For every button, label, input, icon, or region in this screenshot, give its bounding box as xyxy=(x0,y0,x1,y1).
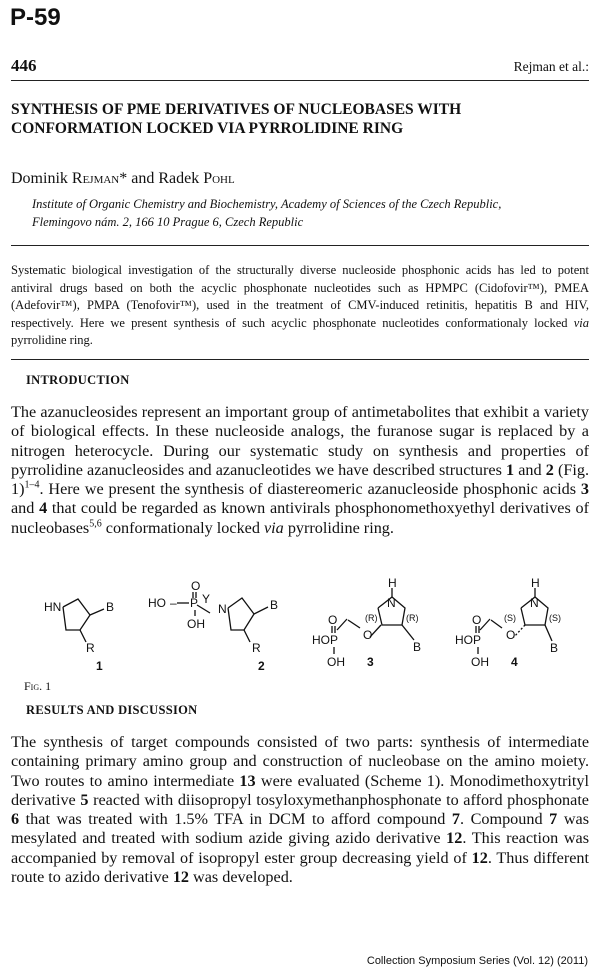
c3-n: N xyxy=(387,596,396,610)
c4-oh: OH xyxy=(471,655,489,669)
author-1-last: Rejman xyxy=(71,170,120,187)
c4-p: P xyxy=(473,633,482,647)
c3-o: O xyxy=(363,628,373,642)
c1-r: R xyxy=(86,641,95,655)
ring-2 xyxy=(228,598,254,630)
c3-ho: HO xyxy=(312,633,330,647)
c4-ho: HO xyxy=(455,633,473,647)
c3-oh: OH xyxy=(327,655,345,669)
page-number: 446 xyxy=(11,56,37,75)
affiliation-line-2: Flemingovo nám. 2, 166 10 Prague 6, Czech Republic xyxy=(32,215,304,229)
affiliation xyxy=(32,195,592,231)
author-1-first: Dominik xyxy=(11,170,72,187)
c4-o-top: O xyxy=(472,613,482,627)
running-head: Rejman et al.: xyxy=(513,59,589,74)
journal-footer: Collection Symposium Series (Vol. 12) (2011) xyxy=(366,955,588,967)
c1-number: 1 xyxy=(96,659,103,673)
introduction-heading: INTRODUCTION xyxy=(26,373,130,387)
title-line-1: SYNTHESIS OF PME DERIVATIVES OF NUCLEOBASES WITH xyxy=(11,101,462,118)
poster-id: P-59 xyxy=(10,4,61,31)
c2-ho: HO xyxy=(148,596,166,610)
abstract-top-rule xyxy=(11,245,589,246)
c4-n: N xyxy=(530,596,539,610)
title-line-2: CONFORMATION LOCKED VIA PYRROLIDINE RING xyxy=(11,120,404,137)
c2-r: R xyxy=(252,641,261,655)
c3-b: B xyxy=(413,640,422,654)
author-2-last: Pohl xyxy=(203,170,235,187)
c4-number: 4 xyxy=(511,655,518,669)
c3-h: H xyxy=(388,578,397,590)
c2-dash: – xyxy=(170,596,177,610)
c4-h: H xyxy=(531,578,540,590)
c4-conf-1: (S) xyxy=(504,613,516,623)
author-2-first: and Radek xyxy=(127,170,204,187)
c3-number: 3 xyxy=(367,655,374,669)
c4-conf-2: (S) xyxy=(549,613,561,623)
results-heading: RESULTS AND DISCUSSION xyxy=(26,703,198,717)
abstract-bottom-rule xyxy=(11,359,589,360)
c2-b: B xyxy=(270,598,279,612)
header-rule xyxy=(11,80,589,81)
c3-p: P xyxy=(330,633,339,647)
ring-1 xyxy=(63,599,90,630)
affiliation-line-1: Institute of Organic Chemistry and Biochemistry, Academy of Sciences of the Czech Republic, xyxy=(32,197,502,211)
author-list xyxy=(11,170,235,188)
c2-o: O xyxy=(191,579,201,593)
introduction-paragraph: The azanucleosides represent an important group of antimetabolites that exhibit a variety of biological effects. In these nucleoside analogs, the furanose sugar is replaced by a nitrogen heterocycle. During our systematic study on synthesis and properties of pyrrolidine azanucleosides and azanucleotides we have described structures 1 and 2 (Fig. 1)$^{1-4}$. Here we present the synthesis of diastereomeric azanucleoside phosphonic acids 3 and 4 that could be regarded as known antivirals phosphonomethoxyethyl derivatives of nucleobases$^{5,6}$ conformationaly locked via pyrrolidine ring. xyxy=(11,403,589,537)
article-title xyxy=(11,100,591,138)
results-paragraph: The synthesis of target compounds consisted of two parts: synthesis of intermediate containing primary amino group and construction of nucleobase on the amino moiety. Two routes to amino intermediate 13 were evaluated (Scheme 1). Monodimethoxytrityl derivative 5 reacted with diisopropyl tosyloxymethanphosphonate to afford phosphonate 6 that was treated with 1.5% TFA in DCM to afford compound 7. Compound 7 was mesylated and treated with sodium azide giving azido derivative 12. This reaction was accompanied by removal of isopropyl ester group decreasing yield of 12. Thus different route to azido derivative 12 was developed. xyxy=(11,733,590,887)
c3-conf-1: (R) xyxy=(365,613,378,623)
figure-1-structures xyxy=(30,578,575,678)
c3-conf-2: (R) xyxy=(406,613,419,623)
c2-p: P xyxy=(190,596,199,610)
c2-y: Y xyxy=(202,592,211,606)
c1-b: B xyxy=(106,600,115,614)
c2-n: N xyxy=(218,602,227,616)
c4-o: O xyxy=(506,628,516,642)
c2-oh: OH xyxy=(187,617,205,631)
corresponding-mark: * xyxy=(119,170,128,187)
figure-caption: Fig. 1 xyxy=(24,679,52,693)
c2-number: 2 xyxy=(258,659,265,673)
c3-o-top: O xyxy=(328,613,338,627)
c1-hn: HN xyxy=(44,600,62,614)
c4-b: B xyxy=(550,641,559,655)
abstract: Systematic biological investigation of the structurally diverse nucleoside phosphonic acids has led to potent antiviral drugs based on both the acyclic phosphonate nucleotides such as HPMPC (Cidofovir™), PMEA (Adefovir™), PMPA (Tenofovir™), used in the treatment of CMV-induced retinitis, hepatitis B and HIV, respectively. Here we present synthesis of such acyclic phosphonate nucleotides conformationaly locked via pyrrolidine ring. xyxy=(11,263,589,347)
